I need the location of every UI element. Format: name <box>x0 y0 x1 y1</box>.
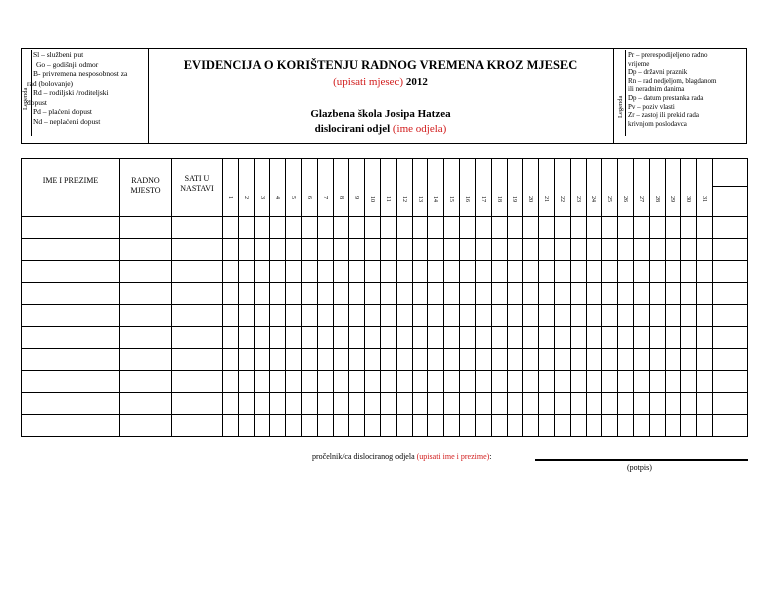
signature-placeholder: (upisati ime i prezime) <box>416 452 490 461</box>
day-number: 6 <box>305 196 312 199</box>
legend-entry: Nd – neplaćeni dopust <box>33 116 101 126</box>
legend-entry: krivnjom poslodavca <box>628 119 687 128</box>
legend-entry: Rd – rodiljski /roditeljski <box>33 88 109 97</box>
legend-entry: vrijeme <box>628 59 650 68</box>
day-number: 26 <box>622 196 629 202</box>
year: 2012 <box>405 76 428 88</box>
column-header-name: IME I PREZIME <box>42 176 99 185</box>
legend-entry: Dp – državni praznik <box>628 68 688 77</box>
legend-entry: Pd – plaćeni dopust <box>33 107 92 116</box>
table-row-border <box>21 436 747 437</box>
day-number: 10 <box>369 196 376 202</box>
table-row[interactable] <box>22 371 747 392</box>
day-number: 15 <box>448 196 455 202</box>
day-number: 2 <box>242 196 249 199</box>
day-number: 3 <box>258 196 265 199</box>
day-number: 20 <box>527 196 534 202</box>
day-number: 27 <box>637 196 644 202</box>
legend-entry: B- privremena nesposobnost za <box>33 69 128 78</box>
day-number: 14 <box>432 196 439 202</box>
header-subdivider <box>712 186 747 187</box>
right-legend-side-label: Legenda <box>617 95 624 118</box>
signature-line <box>535 459 748 461</box>
day-number: 12 <box>400 196 407 202</box>
signature-caption: (potpis) <box>627 463 652 472</box>
day-number: 16 <box>464 196 470 202</box>
signature-line-label: pročelnik/ca dislociranog odjela (upisati ime i prezime): <box>312 452 492 461</box>
table-border-right <box>747 158 748 437</box>
day-number: 4 <box>274 196 281 199</box>
school-name: Glazbena škola Josipa Hatzea <box>310 108 451 120</box>
month-placeholder: (upisati mjesec) <box>333 76 404 88</box>
legend-entry: dopust <box>27 97 48 107</box>
legend-entry: Rn – rad nedjeljom, blagdanom <box>628 76 717 85</box>
table-row[interactable] <box>22 415 747 436</box>
day-number: 28 <box>653 196 660 202</box>
table-row[interactable] <box>22 305 747 326</box>
branch-placeholder: (ime odjela) <box>392 123 447 135</box>
day-number: 24 <box>590 196 597 202</box>
day-number: 1 <box>226 196 233 199</box>
column-header-hours: SATI U NASTAVI <box>180 174 214 193</box>
legend-entry: Pr – prerespodijeljeno radno <box>628 51 708 59</box>
day-number: 18 <box>495 196 502 202</box>
day-number: 8 <box>337 196 344 199</box>
table-row[interactable] <box>22 393 747 414</box>
day-number: 21 <box>543 196 550 202</box>
table-row[interactable] <box>22 327 747 348</box>
legend-entry: Zr – zastoj ili prekid rada <box>628 111 699 120</box>
legend-entry: ili neradnim danima <box>628 85 685 94</box>
day-number: 11 <box>384 196 391 202</box>
day-number: 19 <box>511 196 518 202</box>
left-legend-side-label: Legenda <box>22 87 29 110</box>
day-number: 7 <box>321 196 328 199</box>
legend-entry: Dp – datum prestanka rada <box>628 93 704 102</box>
day-number: 23 <box>574 196 581 202</box>
table-row[interactable] <box>22 283 747 304</box>
day-number: 30 <box>685 196 692 202</box>
table-row[interactable] <box>22 217 747 238</box>
branch-label: dislocirani odjel <box>314 123 391 135</box>
day-number: 25 <box>606 196 613 202</box>
table-row[interactable] <box>22 261 747 282</box>
page-title: EVIDENCIJA O KORIŠTENJU RADNOG VREMENA KROZ MJESEC <box>183 58 578 72</box>
column-header-workplace: RADNO MJESTO <box>130 176 161 195</box>
day-number: 9 <box>353 196 360 199</box>
day-number: 31 <box>701 196 708 202</box>
legend-entry: Pv – poziv vlasti <box>628 102 675 111</box>
day-number: 5 <box>290 196 297 199</box>
table-row[interactable] <box>22 349 747 370</box>
legend-entry: rad (bolovanje) <box>27 78 74 88</box>
day-number: 29 <box>669 196 676 202</box>
day-number: 22 <box>558 196 565 202</box>
table-row[interactable] <box>22 239 747 260</box>
legend-entry: Sl – službeni put <box>33 50 84 59</box>
legend-entry: Go – godišnji odmor <box>36 59 99 69</box>
day-number: 17 <box>479 196 486 202</box>
table-border-top <box>21 158 748 159</box>
day-number: 13 <box>416 196 423 202</box>
